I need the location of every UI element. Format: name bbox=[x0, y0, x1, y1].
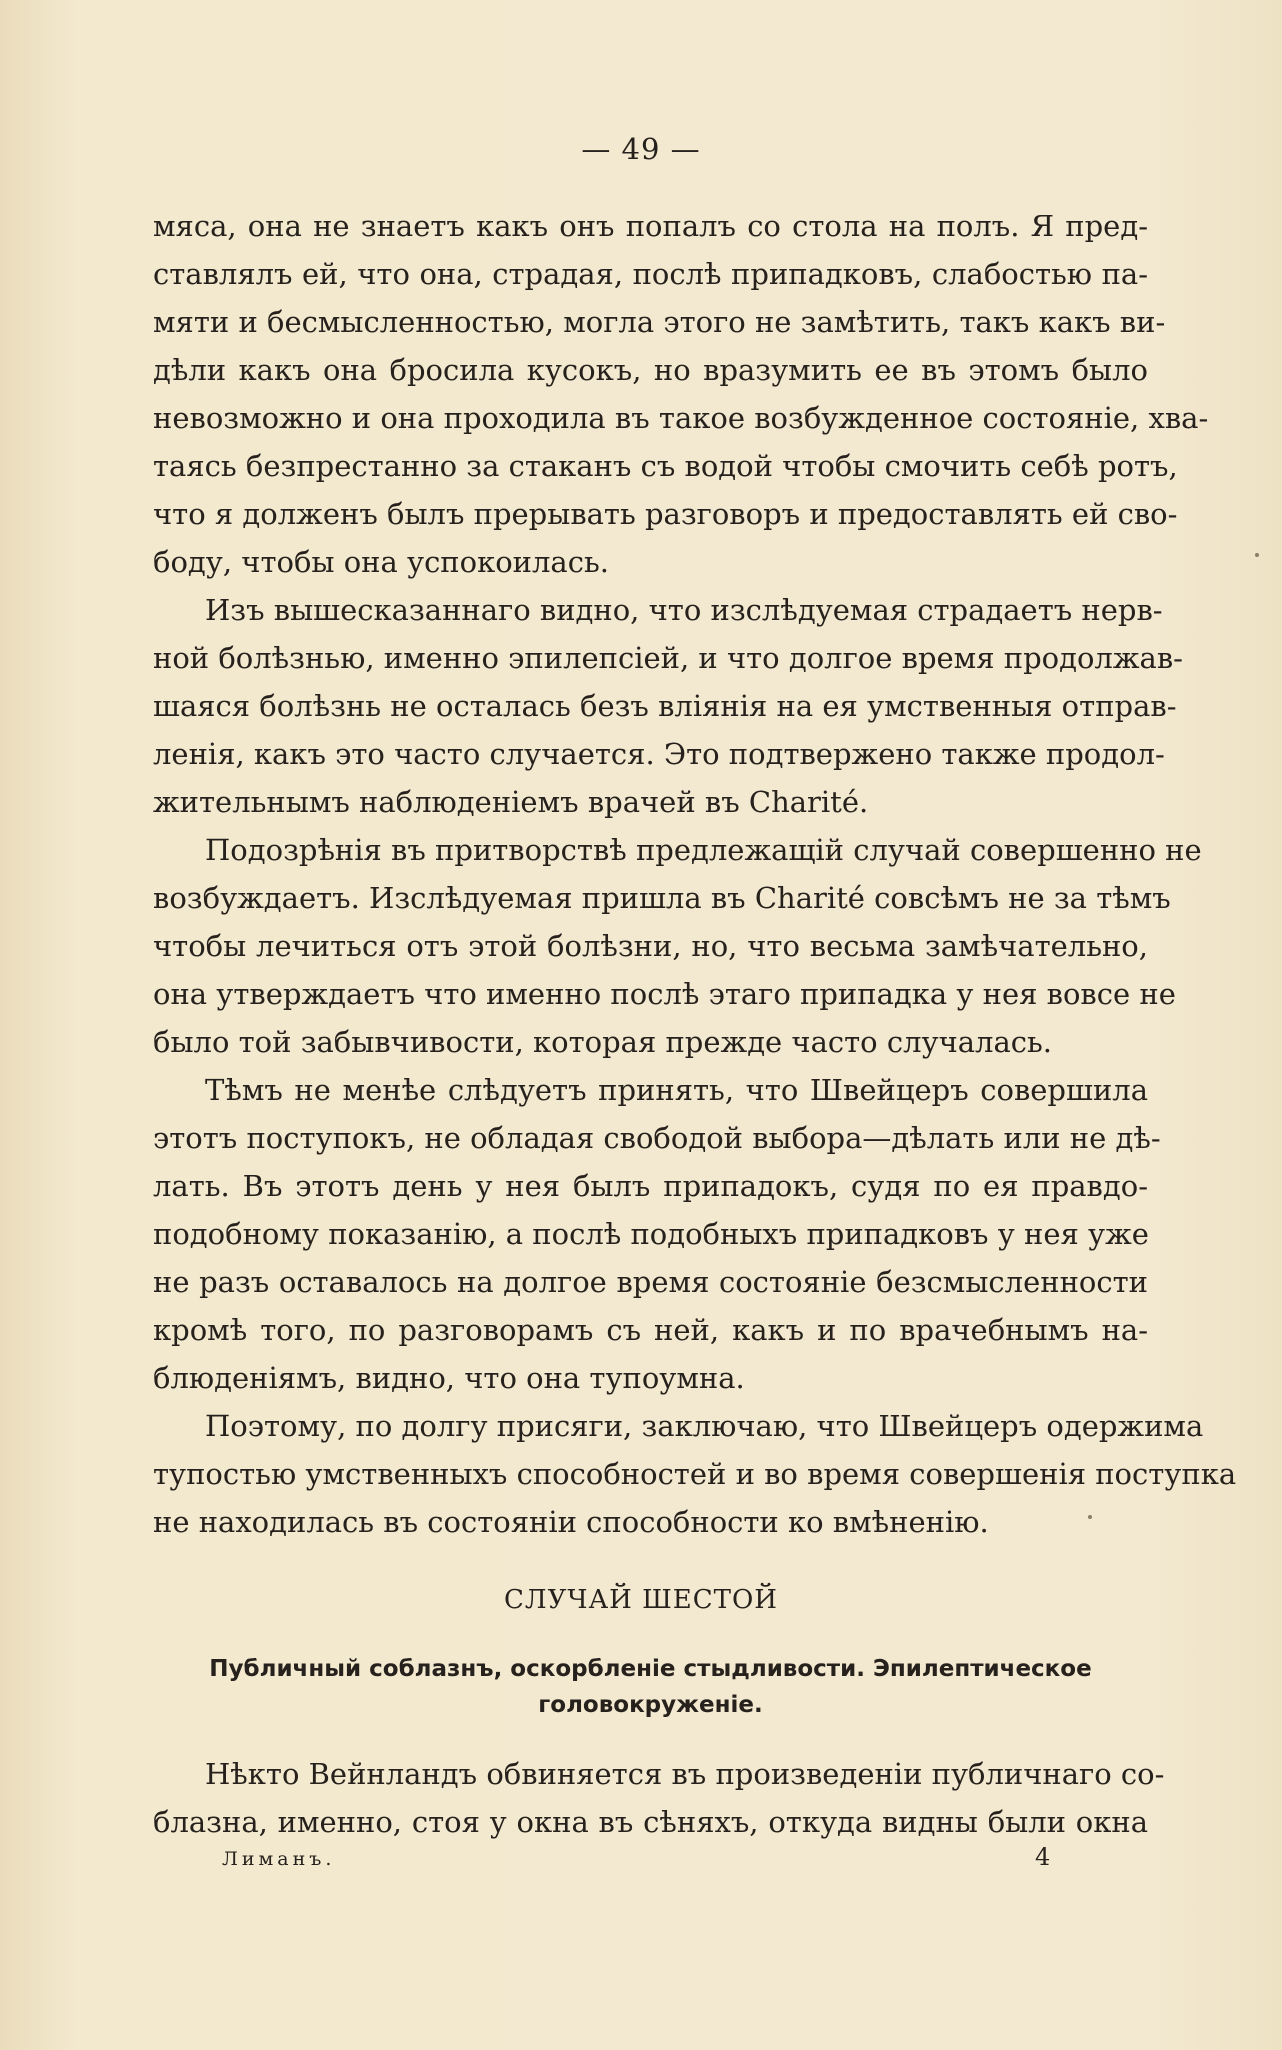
text-line: возбуждаетъ. Изслѣдуемая пришла въ Charité совсѣмъ не за тѣмъ bbox=[153, 881, 1171, 915]
paragraph bbox=[153, 1402, 1237, 1546]
paper-speck bbox=[1255, 553, 1259, 557]
text-line: Поэтому, по долгу присяги, заключаю, что Швейцеръ одержима bbox=[205, 1409, 1204, 1443]
text-line: чтобы лечиться отъ этой болѣзни, но, что весьма замѣчательно, bbox=[153, 929, 1148, 963]
text-line: невозможно и она проходила въ такое возбужденное состоянiе, хва- bbox=[153, 401, 1209, 435]
text-line: Тѣмъ не менѣе слѣдуетъ принять, что Швейцеръ совершила bbox=[205, 1073, 1148, 1107]
text-line: мяти и бесмысленностью, могла этого не замѣтить, такъ какъ ви- bbox=[153, 305, 1166, 339]
final-paragraph bbox=[153, 1750, 1165, 1846]
text-line: жительнымъ наблюденiемъ врачей въ Charité. bbox=[153, 785, 869, 819]
text-line: дѣли какъ она бросила кусокъ, но вразумить ее въ этомъ было bbox=[153, 353, 1148, 387]
text-line: ставлялъ ей, что она, страдая, послѣ припадковъ, слабостью па- bbox=[153, 257, 1148, 291]
text-line: она утверждаетъ что именно послѣ этаго припадка у нея вовсе не bbox=[153, 977, 1176, 1011]
footer-author: Лиманъ. bbox=[222, 1848, 336, 1870]
section-title: СЛУЧАЙ ШЕСТОЙ bbox=[504, 1585, 778, 1615]
text-line: блазна, именно, стоя у окна въ сѣняхъ, откуда видны были окна bbox=[153, 1805, 1148, 1839]
text-line: подобному показанiю, а послѣ подобныхъ припадковъ у нея уже bbox=[153, 1217, 1149, 1251]
text-line: тупостью умственныхъ способностей и во время совершенiя поступка bbox=[153, 1457, 1237, 1491]
text-line: этотъ поступокъ, не обладая свободой выбора—дѣлать или не дѣ- bbox=[153, 1121, 1161, 1155]
text-line: таясь безпрестанно за стаканъ съ водой чтобы смочить себѣ ротъ, bbox=[153, 449, 1178, 483]
paragraph bbox=[153, 826, 1202, 1066]
main-text bbox=[153, 202, 1237, 1546]
text-line: не разъ оставалось на долгое время состоянiе безсмысленности bbox=[153, 1265, 1148, 1299]
text-line: лать. Въ этотъ день у нея былъ припадокъ, судя по ея правдо- bbox=[153, 1169, 1148, 1203]
paragraph bbox=[153, 202, 1209, 586]
text-line: что я долженъ былъ прерывать разговоръ и предоставлять ей сво- bbox=[153, 497, 1178, 531]
text-line: боду, чтобы она успокоилась. bbox=[153, 545, 609, 579]
text-line: Нѣкто Вейнландъ обвиняется въ произведенiи публичнаго со- bbox=[205, 1757, 1165, 1791]
text-line: шаяся болѣзнь не осталась безъ влiянiя на ея умственныя отправ- bbox=[153, 689, 1177, 723]
text-line: Подозрѣнiя въ притворствѣ предлежащiй случай совершенно не bbox=[205, 833, 1202, 867]
text-line: было той забывчивости, которая прежде часто случалась. bbox=[153, 1025, 1052, 1059]
text-line: кромѣ того, по разговорамъ съ ней, какъ и по врачебнымъ на- bbox=[153, 1313, 1148, 1347]
page-number: — 49 — bbox=[581, 132, 701, 166]
text-line: блюденiямъ, видно, что она тупоумна. bbox=[153, 1361, 745, 1395]
text-line: ной болѣзнью, именно эпилепсiей, и что долгое время продолжав- bbox=[153, 641, 1183, 675]
signature-mark: 4 bbox=[1035, 1843, 1051, 1871]
text-line: не находилась въ состоянiи способности ко вмѣненiю. bbox=[153, 1505, 989, 1539]
text-line: ленiя, какъ это часто случается. Это подтвержено также продол- bbox=[153, 737, 1165, 771]
paper-speck bbox=[1088, 1515, 1092, 1519]
text-line: мяса, она не знаетъ какъ онъ попалъ со стола на полъ. Я пред- bbox=[153, 209, 1148, 243]
paragraph bbox=[153, 1066, 1161, 1402]
text-line: Изъ вышесказаннаго видно, что изслѣдуемая страдаетъ нерв- bbox=[205, 593, 1163, 627]
section-subtitle: Публичный соблазнъ, оскорбленiе стыдливости. Эпилептическое головокруженiе. bbox=[209, 1656, 1092, 1718]
paragraph bbox=[153, 586, 1183, 826]
